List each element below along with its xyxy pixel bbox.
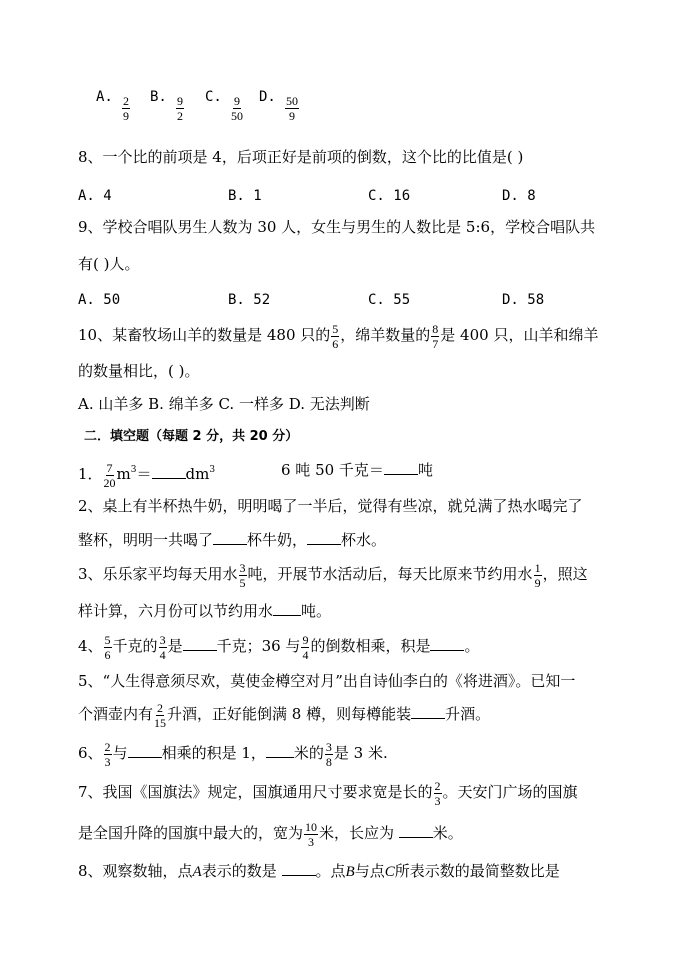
fill-1-blank-a[interactable] <box>152 466 186 479</box>
fill-4-fraction-5-6 <box>104 634 112 661</box>
fill-4-fraction-9-4 <box>301 634 309 661</box>
fraction-denominator: 15 <box>154 715 167 730</box>
fraction-denominator: 9 <box>534 575 541 590</box>
fill-8-blank[interactable] <box>282 863 316 876</box>
fill-3-text-c: ，照这 <box>542 565 588 583</box>
fraction-denominator: 6 <box>104 647 111 662</box>
fill-4-fraction-3-4 <box>159 634 167 661</box>
fill-3-line1 <box>78 560 588 589</box>
fill-3-text-e: 吨。 <box>301 602 332 620</box>
fill-7-line2 <box>78 819 463 848</box>
fill-2-line2 <box>78 532 386 548</box>
q10-fraction-8-7 <box>431 323 439 350</box>
fraction-denominator: 7 <box>432 336 439 351</box>
fraction-numerator: 3 <box>239 560 246 575</box>
q10-question-line2: 的数量相比，( )。 <box>78 362 200 380</box>
fill-5-text-c: 升酒。 <box>445 705 491 723</box>
q9-question-line2: 有( )人。 <box>78 255 140 273</box>
fill-1-unit-m-exponent: 3 <box>130 465 137 475</box>
fraction-denominator: 9 <box>289 109 295 123</box>
q8-option-b: B. 1 <box>228 188 262 204</box>
fill-8-text-d: 与点 <box>354 862 385 880</box>
fill-6-blank-b[interactable] <box>266 745 294 758</box>
fill-1-equals: ＝ <box>136 465 152 483</box>
fill-4-text-a: 千克的 <box>112 637 158 655</box>
fill-6-text-b: 相乘的积是 1， <box>161 744 266 762</box>
fill-1-part2-unit: 吨 <box>417 461 433 479</box>
q7-option-a-fraction <box>122 95 130 122</box>
fill-8-point-c: C <box>384 864 395 880</box>
q7-option-c-label: C. <box>205 89 222 105</box>
fill-7-text-d: 米，长应为 <box>319 824 399 842</box>
fill-5-text-b: 升酒，正好能倒满 8 樽，则每樽能装 <box>167 705 412 723</box>
q8-option-a: A. 4 <box>78 188 112 204</box>
fill-1-part2-text: 6 吨 50 千克＝ <box>281 461 384 479</box>
fill-6-text-d: 是 3 米. <box>333 744 388 762</box>
fill-6-prefix: 6、 <box>78 744 103 762</box>
q10-text-part3: 是 400 只，山羊和绵羊 <box>440 326 599 344</box>
fill-2-text-b: 杯牛奶， <box>247 531 308 549</box>
fill-3-fraction-1-9 <box>534 562 542 589</box>
q7-option-b-label: B. <box>150 89 167 105</box>
fill-2-blank-a[interactable] <box>213 532 247 545</box>
fill-8-text-c: 。点 <box>315 862 346 880</box>
fraction-numerator: 3 <box>159 632 166 647</box>
fraction-numerator: 5 <box>104 632 111 647</box>
fraction-denominator: 4 <box>302 647 309 662</box>
q10-fraction-5-6 <box>331 323 339 350</box>
fill-7-text-a: 7、我国《国旗法》规定，国旗通用尺寸要求宽是长的 <box>78 783 433 801</box>
fill-2-line1: 2、桌上有半杯热牛奶，明明喝了一半后，觉得有些凉，就兑满了热水喝完了 <box>78 497 583 515</box>
fraction-numerator: 9 <box>234 94 240 108</box>
fraction-denominator: 20 <box>103 475 116 490</box>
fill-1-unit-dm-exponent: 3 <box>209 465 216 475</box>
fraction-numerator: 9 <box>177 94 183 108</box>
q7-option-c-fraction <box>231 95 243 122</box>
fraction-denominator: 3 <box>308 834 315 849</box>
q7-option-d-fraction <box>285 95 299 122</box>
q9-option-b: B. 52 <box>228 292 271 308</box>
fill-7-text-c: 是全国升降的国旗中最大的，宽为 <box>78 824 304 842</box>
fraction-numerator: 5 <box>332 321 339 336</box>
fraction-denominator: 3 <box>104 754 111 769</box>
fill-6 <box>78 739 388 768</box>
q10-text-part1: 10、某畜牧场山羊的数量是 480 只的 <box>78 326 331 344</box>
fill-6-blank-a[interactable] <box>128 745 162 758</box>
fill-6-text-c: 米的 <box>293 744 324 762</box>
fill-7-text-e: 米。 <box>432 824 463 842</box>
q9-option-a: A. 50 <box>78 292 121 308</box>
fraction-numerator: 10 <box>305 819 318 834</box>
fraction-denominator: 8 <box>325 754 332 769</box>
fill-3-text-a: 3、乐乐家平均每天用水 <box>78 565 238 583</box>
q7-option-b-fraction <box>176 95 184 122</box>
fill-2-text-c: 杯水。 <box>341 531 387 549</box>
fraction-numerator: 2 <box>434 778 441 793</box>
fill-3-text-b: 吨，开展节水活动后，每天比原来节约用水 <box>247 565 533 583</box>
fill-4-blank-a[interactable] <box>183 638 217 651</box>
fraction-numerator: 3 <box>325 739 332 754</box>
fill-7-fraction-2-3 <box>434 780 442 807</box>
fraction-denominator: 4 <box>159 647 166 662</box>
fraction-denominator: 5 <box>239 575 246 590</box>
fraction-denominator: 50 <box>231 109 243 123</box>
fill-4-text-c: 千克；36 与 <box>216 637 301 655</box>
fill-8-text-a: 8、观察数轴，点 <box>78 862 193 880</box>
fraction-numerator: 7 <box>106 460 113 475</box>
q9-option-d: D. 58 <box>502 292 545 308</box>
fill-4 <box>78 632 479 661</box>
q10-text-part2: ，绵羊数量的 <box>340 326 431 344</box>
q10-question-line1 <box>78 321 598 350</box>
fill-7-line1 <box>78 778 578 807</box>
fill-4-text-d: 的倒数相乘，积是 <box>310 637 431 655</box>
fill-7-blank[interactable] <box>399 825 433 838</box>
fill-8-point-a: A <box>192 864 202 880</box>
fraction-numerator: 50 <box>286 94 298 108</box>
fill-4-text-b: 是 <box>167 637 183 655</box>
fill-6-text-a: 与 <box>112 744 128 762</box>
q7-option-d-label: D. <box>259 89 276 105</box>
fill-8-text-e: 所表示数的最简整数比是 <box>394 862 560 880</box>
fill-1-unit-m: m <box>116 465 131 483</box>
fill-2-blank-b[interactable] <box>307 532 341 545</box>
fill-1-part2 <box>281 462 433 478</box>
fill-7-text-b: 。天安门广场的国旗 <box>442 783 578 801</box>
fill-6-fraction-3-8 <box>325 741 333 768</box>
fill-1 <box>78 456 215 489</box>
fill-8-point-b: B <box>345 864 355 880</box>
fill-4-text-e: 。 <box>464 637 480 655</box>
fraction-numerator: 9 <box>302 632 309 647</box>
q9-option-c: C. 55 <box>368 292 411 308</box>
q8-option-d: D. 8 <box>502 188 536 204</box>
q8-question: 8、一个比的前项是 4，后项正好是前项的倒数，这个比的比值是( ) <box>78 148 524 166</box>
section-2-title: 二．填空题（每题 2 分，共 20 分） <box>84 429 299 444</box>
fill-3-fraction-3-5 <box>239 562 247 589</box>
fill-5-fraction-2-15 <box>154 702 166 729</box>
fill-1-fraction-7-20 <box>104 462 116 489</box>
fill-3-text-d: 样计算，六月份可以节约用水 <box>78 602 274 620</box>
fill-8-text-b: 表示的数是 <box>201 862 282 880</box>
q7-option-a-label: A. <box>96 89 113 105</box>
fill-6-fraction-2-3 <box>104 741 112 768</box>
fill-1-blank-b[interactable] <box>384 462 418 475</box>
fill-3-line2 <box>78 603 331 619</box>
fill-5-blank[interactable] <box>411 706 445 719</box>
fraction-numerator: 1 <box>534 560 541 575</box>
fraction-denominator: 6 <box>332 336 339 351</box>
q8-option-c: C. 16 <box>368 188 411 204</box>
fraction-numerator: 2 <box>123 94 129 108</box>
fill-8 <box>78 863 560 880</box>
q10-options: A. 山羊多 B. 绵羊多 C. 一样多 D. 无法判断 <box>78 395 370 413</box>
fill-7-fraction-10-3 <box>304 821 318 848</box>
fraction-denominator: 2 <box>177 109 183 123</box>
fraction-numerator: 2 <box>104 739 111 754</box>
fill-4-blank-b[interactable] <box>430 638 464 651</box>
fill-1-prefix: 1． <box>78 465 103 483</box>
fill-3-blank[interactable] <box>273 603 301 616</box>
fraction-numerator: 8 <box>432 321 439 336</box>
fraction-denominator: 9 <box>123 109 129 123</box>
fill-2-text-a: 整杯，明明一共喝了 <box>78 531 214 549</box>
q9-question-line1: 9、学校合唱队男生人数为 30 人，女生与男生的人数比是 5:6，学校合唱队共 <box>78 218 596 236</box>
fill-5-line2 <box>78 700 490 729</box>
fill-5-text-a: 个酒壶内有 <box>78 705 154 723</box>
fraction-denominator: 3 <box>434 793 441 808</box>
fraction-numerator: 2 <box>157 700 164 715</box>
fill-1-unit-dm: dm <box>185 465 210 483</box>
fill-4-prefix: 4、 <box>78 637 103 655</box>
fill-5-line1: 5、“人生得意须尽欢，莫使金樽空对月”出自诗仙李白的《将进酒》。已知一 <box>78 672 576 690</box>
